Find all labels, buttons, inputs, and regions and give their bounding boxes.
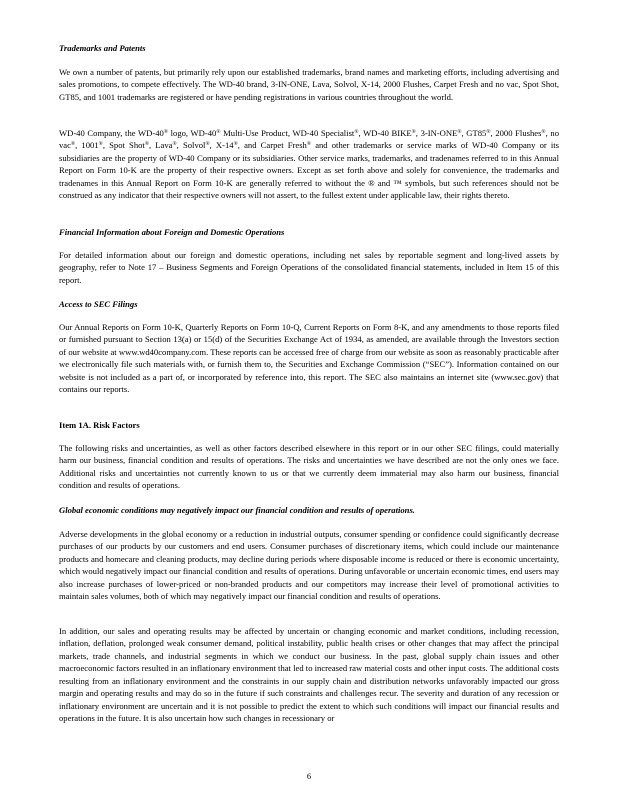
heading-sec-filings: Access to SEC Filings <box>59 299 138 309</box>
registered-mark: ® <box>354 129 359 135</box>
tm-seg: , 1001 <box>75 140 99 151</box>
registered-mark: ® <box>486 129 491 135</box>
registered-mark: ® <box>205 141 210 148</box>
tm-seg: , Spot Shot <box>102 140 145 151</box>
tm-seg: logo, WD-40 <box>168 128 217 138</box>
tm-seg: , WD-40 BIKE <box>358 128 412 138</box>
heading-financial-info: Financial Information about Foreign and Domestic Operations <box>59 227 285 237</box>
tm-seg: , and Carpet Fresh <box>237 140 307 151</box>
paragraph-financial-1: For detailed information about our foreign and domestic operations, including net sales by reportable segment and long-lived assets by geography, refer to Note 17 – Business Segments and Foreign Operations of the consolidated financial statements, included in Item 15 of this report. <box>59 250 559 285</box>
registered-mark: ® <box>163 129 168 135</box>
tm-seg: , 2000 Flushes <box>490 128 542 138</box>
registered-mark: ® <box>233 141 238 148</box>
registered-mark: ® <box>216 129 221 135</box>
registered-mark: ® <box>306 141 312 148</box>
registered-mark: ® <box>172 141 177 148</box>
registered-mark: ® <box>541 129 546 135</box>
page-number: 6 <box>306 771 312 781</box>
paragraph-trademarks-2 <box>59 127 559 202</box>
paragraph-global-1: Adverse developments in the global economy or a reduction in industrial outputs, consumer spending or confidence could significantly decrease purchases of our products by our customers and end users. Consumer purchases of discretionary items, which could include our maintenance products and homecare and cleaning products, may decline during periods where disposable income is reduced or there is economic uncertainty, which would negatively impact our financial condition and results of operations. During unfavorable or uncertain economic times, end users may also increase purchases of lower-priced or non-branded products and our competitors may increase their level of promotional activities to maintain sales volumes, both of which may negatively impact our financial condition and results of operations. <box>59 529 559 602</box>
registered-mark: ® <box>144 141 149 148</box>
tm-seg: , X-14 <box>209 140 234 151</box>
heading-trademarks: Trademarks and Patents <box>59 43 146 53</box>
tm-seg: , Lava <box>149 140 173 151</box>
tm-seg: Multi-Use Product, WD-40 Specialist <box>220 128 355 138</box>
paragraph-global-2: In addition, our sales and operating results may be affected by uncertain or changing economic and market conditions, including recession, inflation, deflation, prolonged weak consumer demand, political instability, public health crises or other changes that may affect the principal markets, trade channels, and industrial segments in which we conduct our business. In the past, global supply chain issues and other macroeconomic factors resulted in an inflationary environment that led to increased raw material costs and other input costs. The additional costs resulting from an inflationary environment and the constraints in our supply chain and distribution networks unfavorably impacted our gross margin and operating results and may do so in the future if such constraints and challenges recur. The severity and duration of any recession or inflationary environment are uncertain and it is not possible to predict the extent to which such conditions will impact our financial results and operations in the future. It is also uncertain how such changes in recessionary or <box>59 626 559 724</box>
tm-seg: and other trademarks or service marks of WD-40 Company or its subsidiaries are the property of WD-40 Company or its subsidiaries. Other service marks, trademarks, and tradenames referred to in this Annual Report on Form 10-K are the property of their respective owners. Except as set forth above and solely for convenience, the trademarks and tradenames in this Annual Report on Form 10-K are generally referred to without the ® and ™ symbols, but such references should not be construed as any indicator that their respective owners will not assert, to the fullest extent under applicable law, their rights thereto. <box>59 140 560 201</box>
paragraph-sec-1: Our Annual Reports on Form 10-K, Quarterly Reports on Form 10-Q, Current Reports on Form 8-K, and any amendments to those reports filed or furnished pursuant to Section 13(a) or 15(d) of the Securities Exchange Act of 1934, as amended, are available through the Investors section of our website at www.wd40company.com. These reports can be accessed free of charge from our website as soon as reasonably practicable after we electronically file such materials with, or furnish them to, the Securities and Exchange Commission (“SEC”). Information contained on our website is not included as a part of, or incorporated by reference into, this report. The SEC also maintains an internet site (www.sec.gov) that contains our reports. <box>59 322 559 395</box>
tm-seg: , GT85 <box>461 128 487 138</box>
tm-seg: , Solvol <box>176 140 206 151</box>
paragraph-trademarks-1: We own a number of patents, but primarily rely upon our established trademarks, brand names and marketing efforts, including advertising and sales promotions, to compete effectively. The WD-40 brand, 3-IN-ONE, Lava, Solvol, X-14, 2000 Flushes, Carpet Fresh and no vac, Spot Shot, GT85, and 1001 trademarks are registered or have pending registrations in various countries throughout the world. <box>59 67 559 102</box>
heading-risk-factors: Item 1A. Risk Factors <box>59 420 140 430</box>
registered-mark: ® <box>70 141 76 148</box>
registered-mark: ® <box>457 129 462 135</box>
paragraph-risk-1: The following risks and uncertainties, as well as other factors described elsewhere in this report or in our other SEC filings, could materially harm our business, financial condition and results of operations. The risks and uncertainties we have described are not the only ones we face. Additional risks and uncertainties not currently known to us or that we currently deem immaterial may also harm our business, financial condition and results of operations. <box>59 443 559 491</box>
registered-mark: ® <box>411 129 416 135</box>
registered-mark: ® <box>98 141 103 148</box>
heading-global-economic: Global economic conditions may negatively impact our financial condition and results of operations. <box>59 505 415 515</box>
tm-seg: , no vac <box>59 128 559 151</box>
tm-seg: WD-40 Company, the WD-40 <box>59 128 164 138</box>
tm-seg: , 3-IN-ONE <box>415 128 458 138</box>
